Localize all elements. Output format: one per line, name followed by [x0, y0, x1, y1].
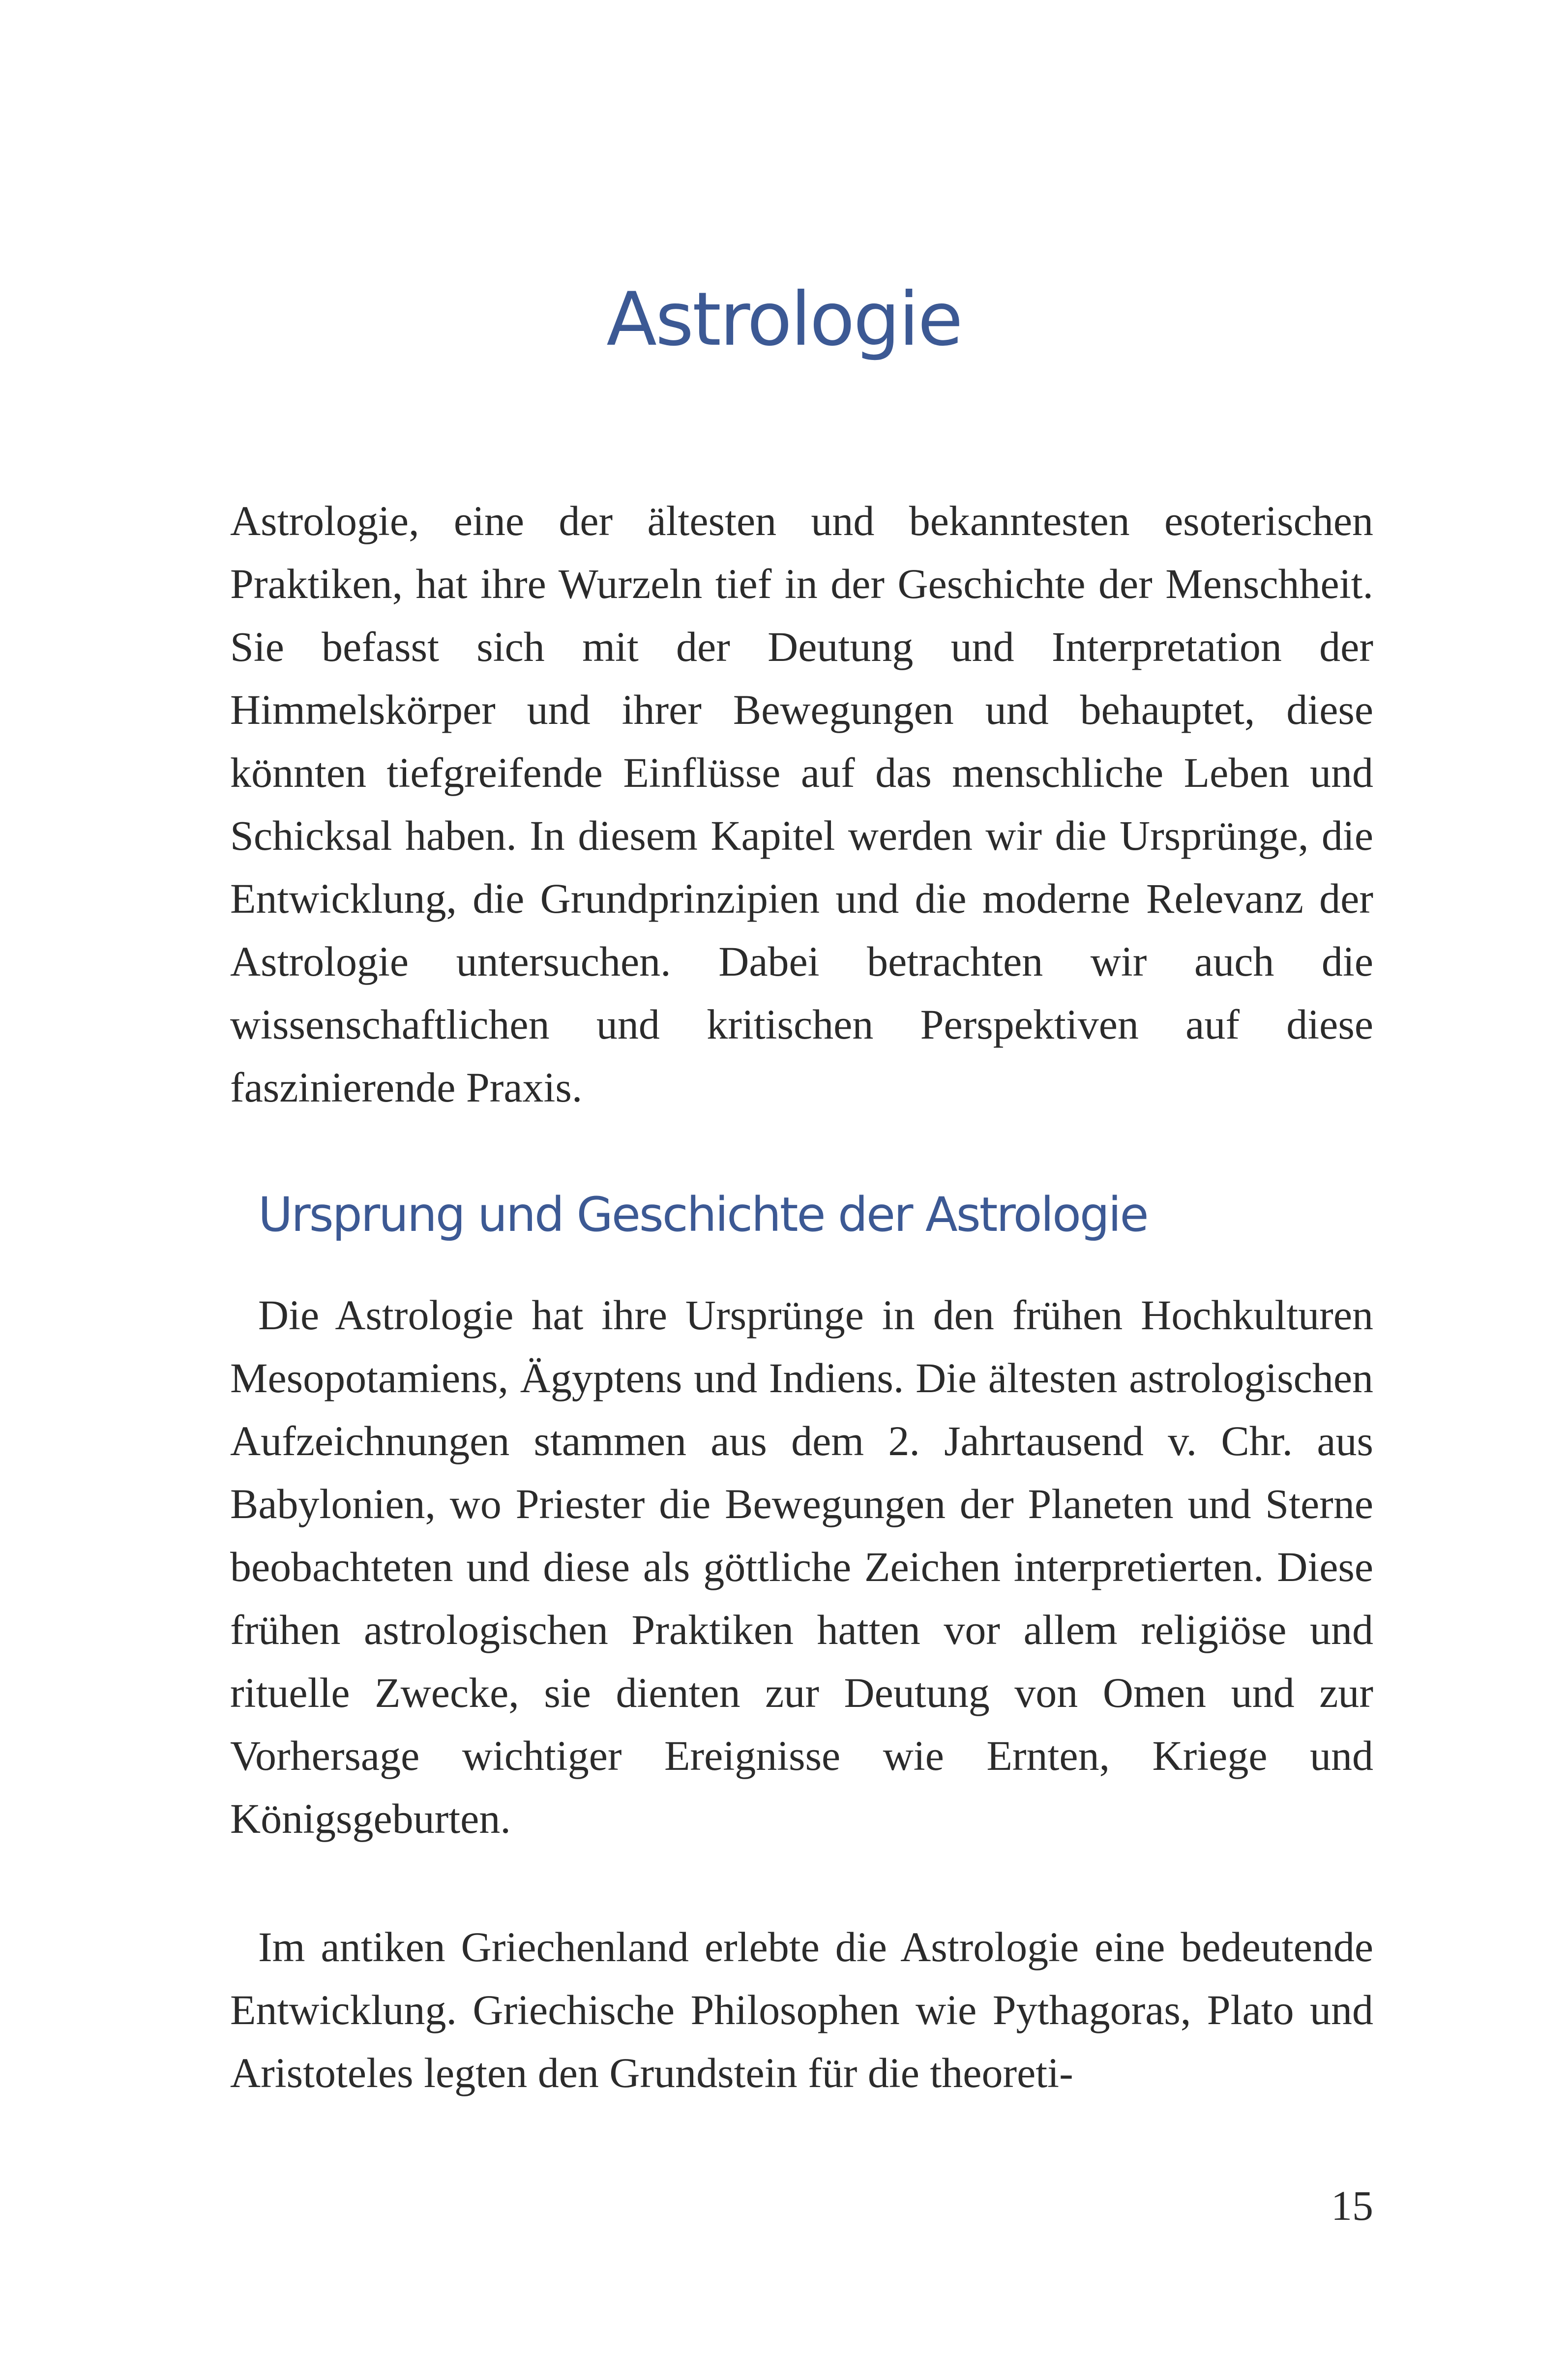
page-number: 15: [1331, 2182, 1373, 2229]
section-heading: Ursprung und Geschichte der Astrologie: [258, 1187, 1148, 1242]
greece-paragraph: Im antiken Griechenland erlebte die Astrologie eine bedeutende Entwicklung. Griechische Philosophen wie Pythagoras, Plato und Aristoteles legten den Grundstein für die theoreti-: [230, 1923, 1373, 2096]
chapter-title: Astrologie: [606, 277, 962, 362]
origins-paragraph: Die Astrologie hat ihre Ursprünge in den frühen Hochkulturen Mesopotamiens, Ägyptens und Indiens. Die ältesten astrologischen Aufzeichnungen stammen aus dem 2. Jahrtausend v. Chr. aus Babylonien, wo Priester die Bewegungen der Planeten und Sterne beobachteten und diese als göttliche Zeichen interpretierten. Diese frühen astrologischen Praktiken hatten vor allem religiöse und rituelle Zwecke, sie dienten zur Deutung von Omen und zur Vorhersage wichtiger Ereignisse wie Ernten, Kriege und Königsgeburten.: [230, 1291, 1373, 1842]
intro-paragraph: Astrologie, eine der ältesten und bekanntesten esoterischen Praktiken, hat ihre Wurzeln tief in der Geschichte der Menschheit. Sie befasst sich mit der Deutung und Interpretation der Himmelskörper und ihrer Bewegungen und behauptet, diese könnten tiefgreifende Einflüsse auf das menschliche Leben und Schicksal haben. In diesem Kapitel werden wir die Ursprünge, die Entwicklung, die Grundprinzipien und die moderne Relevanz der Astrologie untersuchen. Dabei betrachten wir auch die wissenschaftlichen und kritischen Perspektiven auf diese faszinierende Praxis.: [230, 497, 1373, 1111]
